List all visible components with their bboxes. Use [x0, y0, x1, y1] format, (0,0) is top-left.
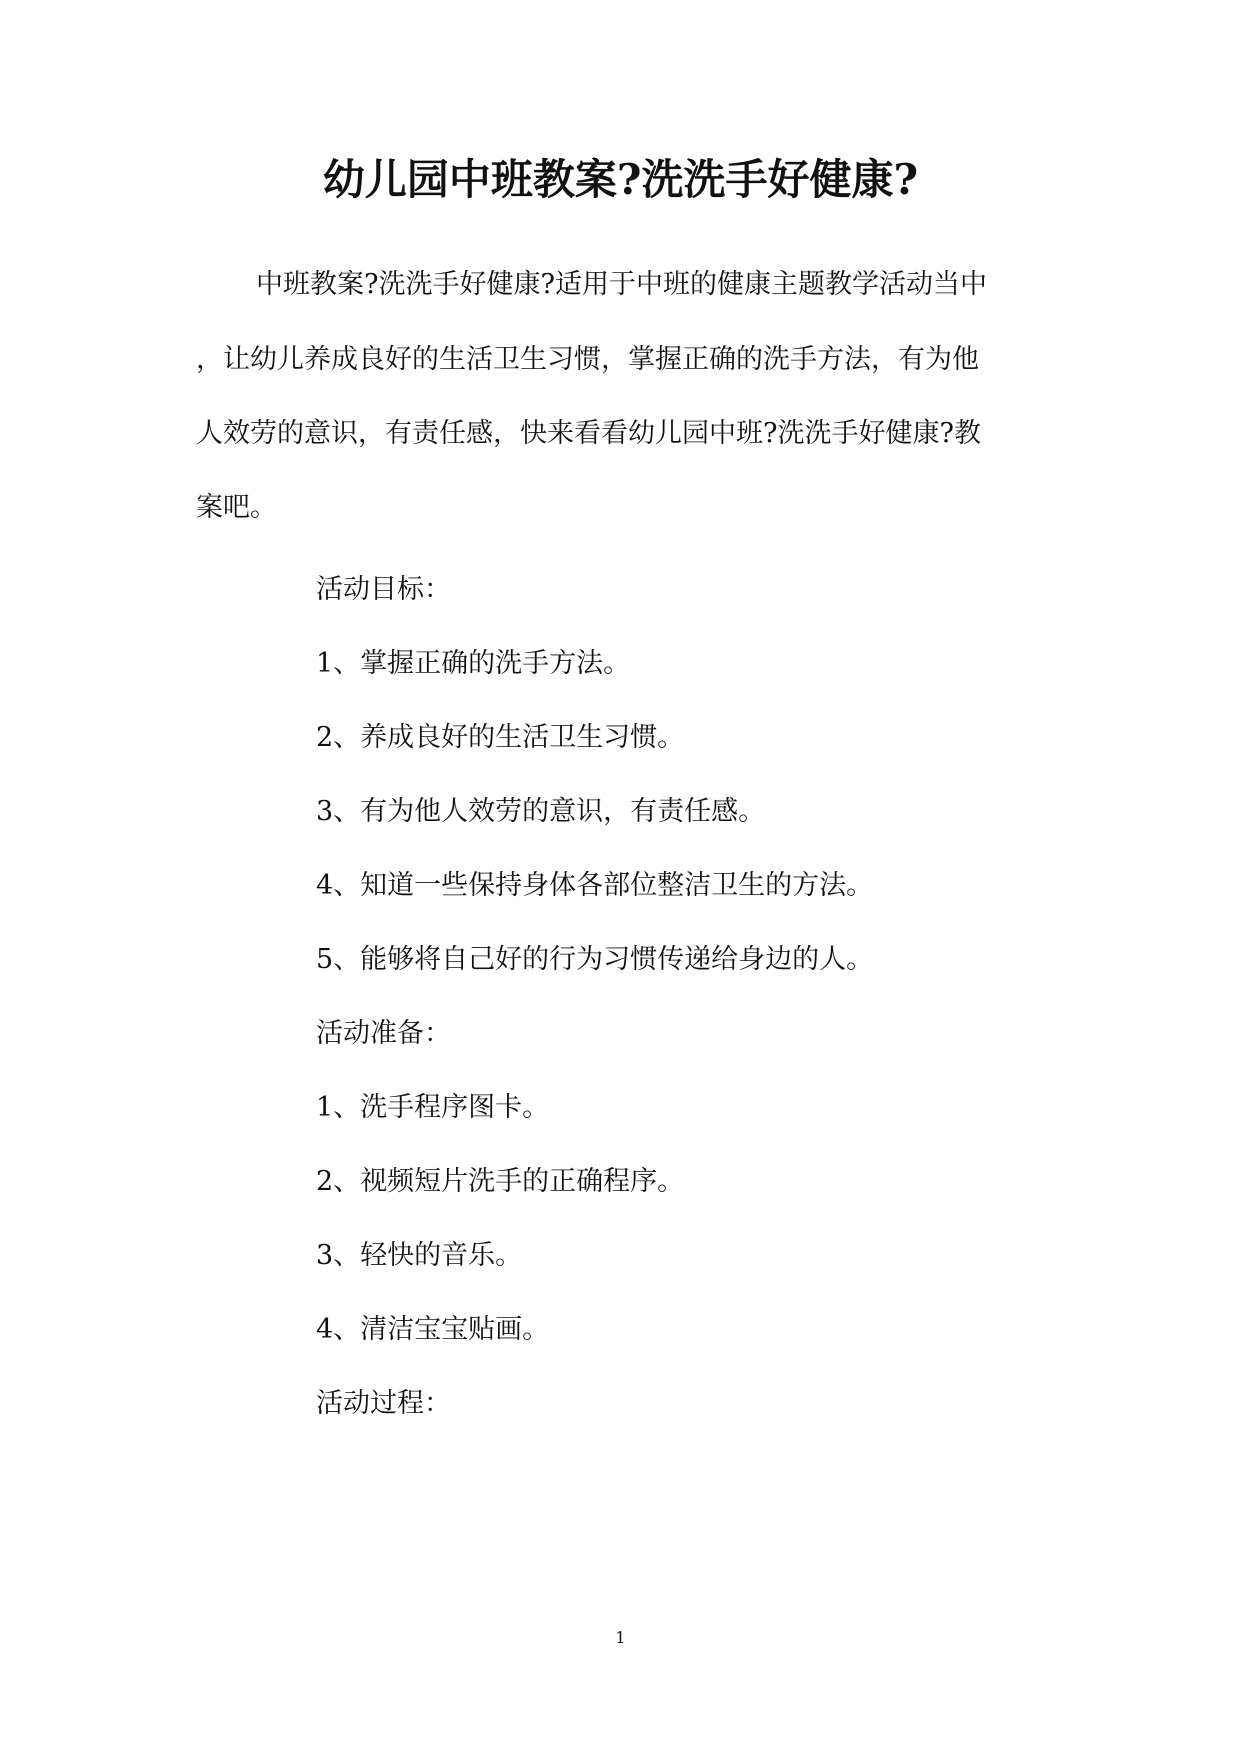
prep-item-2: 2、视频短片洗手的正确程序。: [316, 1166, 685, 1197]
prep-item-3: 3、轻快的音乐。: [316, 1240, 523, 1271]
intro-line-4: 案吧。: [196, 492, 277, 523]
goal-item-2: 2、养成良好的生活卫生习惯。: [316, 722, 685, 753]
goals-heading: 活动目标：: [316, 574, 451, 605]
document-title: 幼儿园中班教案?洗洗手好健康?: [322, 155, 919, 204]
goal-item-1: 1、掌握正确的洗手方法。: [316, 648, 631, 679]
intro-line-2: ，让幼儿养成良好的生活卫生习惯，掌握正确的洗手方法，有为他: [196, 344, 979, 375]
page-number: 1: [615, 1628, 626, 1647]
prep-heading: 活动准备：: [316, 1018, 451, 1049]
prep-item-4: 4、清洁宝宝贴画。: [316, 1314, 550, 1345]
intro-line-1: 中班教案?洗洗手好健康?适用于中班的健康主题教学活动当中: [256, 269, 987, 300]
prep-item-1: 1、洗手程序图卡。: [316, 1092, 550, 1123]
goal-item-4: 4、知道一些保持身体各部位整洁卫生的方法。: [316, 870, 874, 901]
process-heading: 活动过程：: [316, 1388, 451, 1419]
intro-line-3: 人效劳的意识，有责任感，快来看看幼儿园中班?洗洗手好健康?教: [196, 418, 981, 449]
goal-item-5: 5、能够将自己好的行为习惯传递给身边的人。: [316, 944, 874, 975]
goal-item-3: 3、有为他人效劳的意识，有责任感。: [316, 796, 766, 827]
